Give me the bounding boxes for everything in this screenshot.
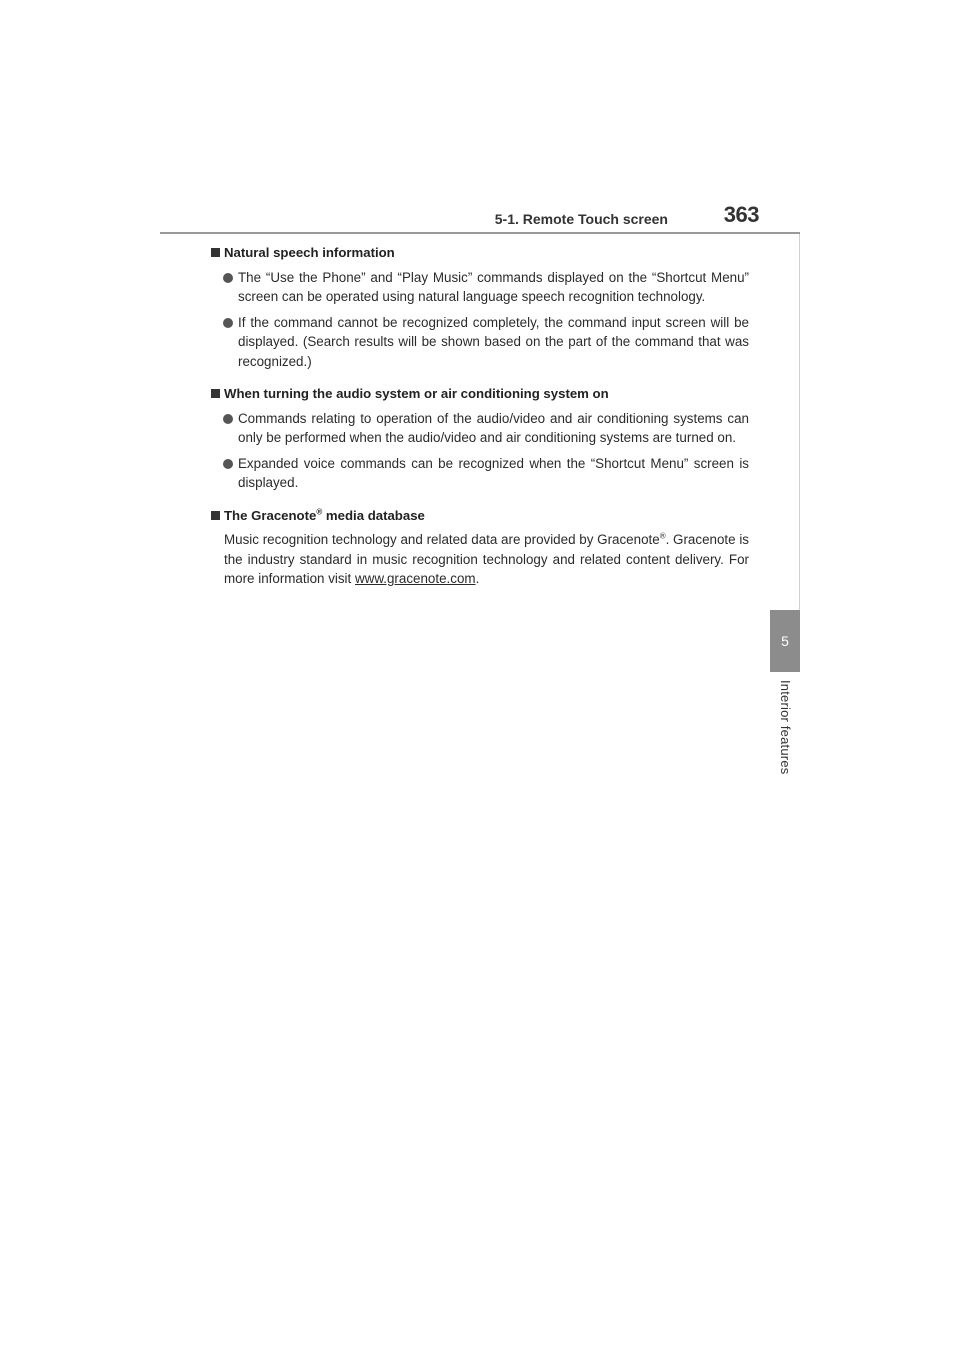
registered-mark: ® <box>316 507 323 517</box>
registered-mark: ® <box>659 531 666 541</box>
page-header <box>160 200 800 234</box>
heading-text: When turning the audio system or air conditioning system on <box>224 386 609 401</box>
section-heading <box>211 506 749 526</box>
page-content <box>211 243 749 589</box>
heading-text: Natural speech information <box>224 245 395 260</box>
page-number: 363 <box>723 202 759 227</box>
chapter-number: 5 <box>781 633 789 649</box>
circle-bullet-icon <box>223 273 233 283</box>
heading-text-start: The Gracenote <box>224 507 317 523</box>
list-item-text: Commands relating to operation of the audio/video and air conditioning systems can only be performed when the audio/video and air conditioning systems are turned on. <box>238 410 749 445</box>
list-item <box>211 268 749 307</box>
square-bullet-icon <box>211 248 220 257</box>
chapter-tab <box>770 610 800 672</box>
section-title: 5-1. Remote Touch screen <box>494 211 668 227</box>
square-bullet-icon <box>211 389 220 398</box>
heading-text-end: media database <box>322 507 425 523</box>
gracenote-link[interactable]: www.gracenote.com <box>354 571 476 586</box>
section-heading <box>211 243 749 263</box>
list-item-text: The “Use the Phone” and “Play Music” commands displayed on the “Shortcut Menu” screen can be operated using natural language speech recognition technology. <box>238 269 749 304</box>
square-bullet-icon <box>211 511 220 520</box>
list-item-text: If the command cannot be recognized completely, the command input screen will be displayed. (Search results will be shown based on the part of the command that was recognized.) <box>238 314 749 369</box>
paragraph <box>211 530 749 589</box>
list-item <box>211 454 749 493</box>
list-item-text: Expanded voice commands can be recognized when the “Shortcut Menu” screen is displayed. <box>238 455 749 490</box>
chapter-label: Interior features <box>778 680 793 775</box>
paragraph-text: Music recognition technology and related data are provided by Gracenote <box>224 532 660 547</box>
list-item <box>211 313 749 372</box>
list-item <box>211 409 749 448</box>
paragraph-text: . Gracenote is the industry standard in music recognition technology and related content delivery. For more information visit <box>224 532 750 586</box>
circle-bullet-icon <box>223 414 233 424</box>
section-heading <box>211 384 749 404</box>
paragraph-text: . <box>475 571 480 586</box>
circle-bullet-icon <box>223 318 233 328</box>
circle-bullet-icon <box>223 459 233 469</box>
header-rule <box>160 232 800 234</box>
side-divider <box>799 234 800 610</box>
